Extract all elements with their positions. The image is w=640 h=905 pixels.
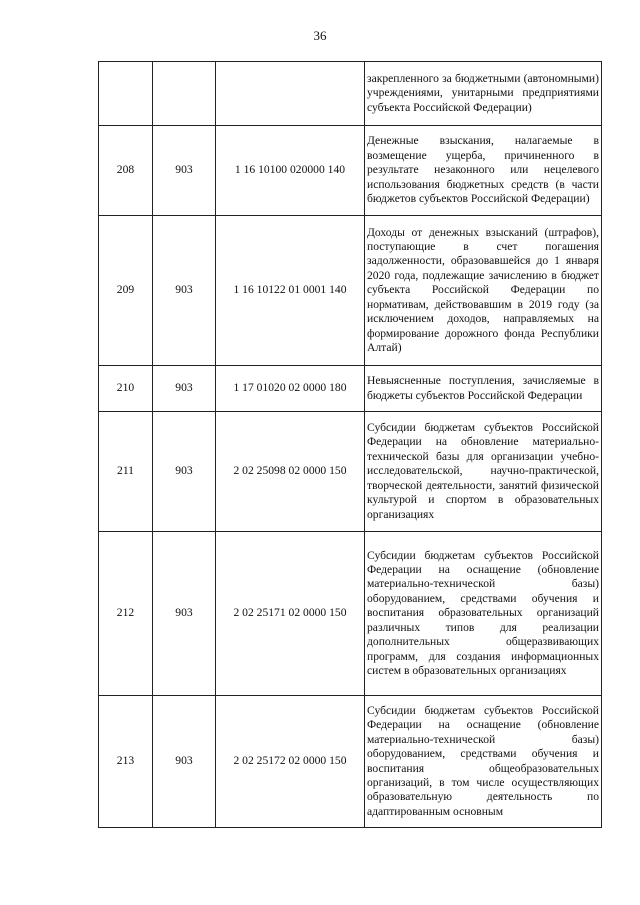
administrator-code-cell (153, 62, 216, 126)
revenue-description-cell (365, 366, 602, 412)
description-text: Субсидии бюджетам субъектов Российской Федерации на оснащение (обновление материально-технической базы) оборудованием, средствами обучения и воспитания образовательных организаций различных типов для реализации дополнительных общеразвивающих программ, для создания информационных систем в образовательных организациях (367, 548, 599, 677)
revenue-description-cell (365, 62, 602, 126)
administrator-code-cell: 903 (153, 696, 216, 828)
budget-revenue-table (98, 61, 602, 828)
row-number-cell: 212 (99, 532, 153, 696)
table-row (99, 62, 602, 126)
description-text: закрепленного за бюджетными (автономными) учреждениями, унитарными предприятиями субъекта Российской Федерации) (367, 71, 599, 114)
revenue-description-cell (365, 126, 602, 216)
revenue-description-cell (365, 696, 602, 828)
description-text: Субсидии бюджетам субъектов Российской Федерации на обновление материально-технической базы для организации учебно-исследовательской, научно-практической, творческой деятельности, занятий физической культурой и спортом в образовательных организациях (367, 421, 599, 521)
row-number-cell: 211 (99, 412, 153, 532)
revenue-description-cell (365, 532, 602, 696)
administrator-code-cell: 903 (153, 126, 216, 216)
budget-classification-code-cell: 1 17 01020 02 0000 180 (216, 366, 365, 412)
budget-classification-code-cell: 2 02 25171 02 0000 150 (216, 532, 365, 696)
table-row (99, 532, 602, 696)
table-row (99, 216, 602, 366)
description-text: Денежные взыскания, налагаемые в возмещение ущерба, причиненного в результате незаконного или нецелевого использования бюджетных средств (в части бюджетов субъектов Российской Федерации) (367, 134, 599, 206)
revenue-description-cell (365, 412, 602, 532)
table-row (99, 412, 602, 532)
row-number-cell: 208 (99, 126, 153, 216)
row-number-cell (99, 62, 153, 126)
description-text: Невыясненные поступления, зачисляемые в бюджеты субъектов Российской Федерации (367, 374, 599, 402)
administrator-code-cell: 903 (153, 366, 216, 412)
budget-classification-code-cell: 2 02 25172 02 0000 150 (216, 696, 365, 828)
row-number-cell: 210 (99, 366, 153, 412)
budget-classification-code-cell: 1 16 10100 020000 140 (216, 126, 365, 216)
description-text: Субсидии бюджетам субъектов Российской Федерации на оснащение (обновление материально-технической базы) оборудованием, средствами обучения и воспитания общеобразовательных организаций, в том числе осуществляющих образовательную деятельность по адаптированным основным (367, 703, 599, 818)
row-number-cell: 209 (99, 216, 153, 366)
budget-classification-code-cell: 1 16 10122 01 0001 140 (216, 216, 365, 366)
budget-classification-code-cell: 2 02 25098 02 0000 150 (216, 412, 365, 532)
administrator-code-cell: 903 (153, 412, 216, 532)
row-number-cell: 213 (99, 696, 153, 828)
table-row (99, 366, 602, 412)
revenue-description-cell (365, 216, 602, 366)
description-text: Доходы от денежных взысканий (штрафов), поступающие в счет погашения задолженности, образовавшейся до 1 января 2020 года, подлежащие зачислению в бюджет субъекта Российской Федерации по нормативам, действовавшим в 2019 году (за исключением доходов, направляемых на формирование дорожного фонда Республики Алтай) (367, 225, 599, 354)
page-number: 36 (313, 28, 327, 43)
administrator-code-cell: 903 (153, 216, 216, 366)
table-row (99, 696, 602, 828)
table-row (99, 126, 602, 216)
budget-classification-code-cell (216, 62, 365, 126)
administrator-code-cell: 903 (153, 532, 216, 696)
